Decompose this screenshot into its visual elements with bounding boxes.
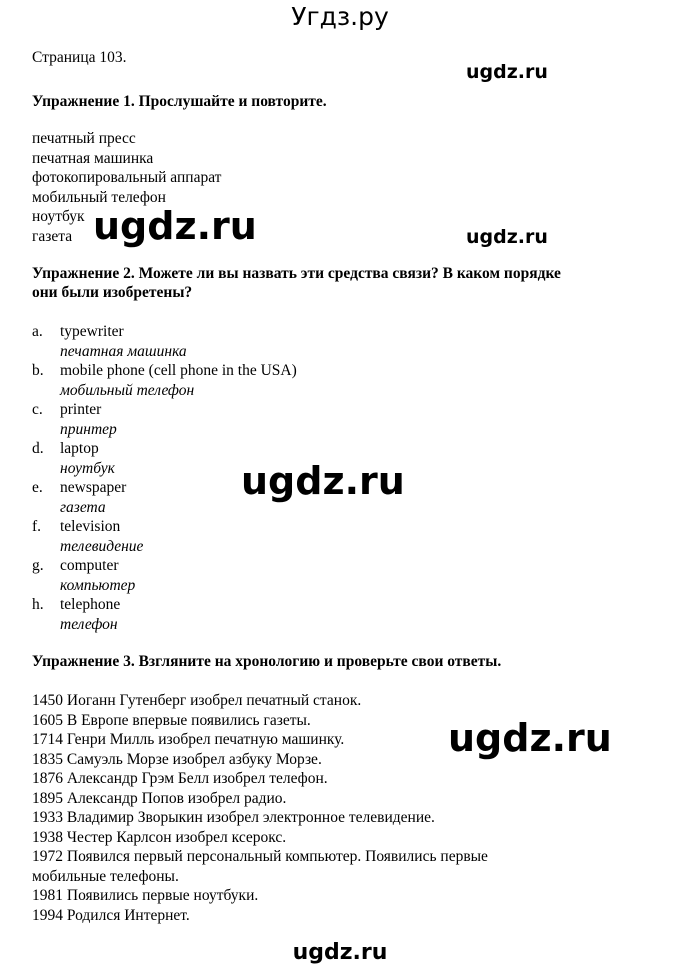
watermark: ugdz.ru — [93, 204, 257, 248]
item-english: mobile phone (cell phone in the USA) — [60, 362, 297, 379]
timeline-line: 1938 Честер Карлсон изобрел ксерокс. — [32, 828, 287, 846]
exercise2-title-line1: Упражнение 2. Можете ли вы назвать эти средства связи? В каком порядке — [32, 265, 561, 282]
item-translation: газета — [60, 498, 106, 516]
timeline-line: 1933 Владимир Зворыкин изобрел электронное телевидение. — [32, 809, 435, 826]
watermark: ugdz.ru — [241, 459, 405, 503]
timeline-line: 1972 Появился первый персональный компьютер. Появились первые — [32, 848, 488, 865]
item-letter: a. — [32, 323, 43, 340]
item-letter: f. — [32, 518, 42, 535]
item-letter: g. — [32, 557, 44, 574]
list-item — [32, 400, 297, 420]
item-english: computer — [60, 557, 119, 574]
item-translation: телевидение — [60, 537, 144, 555]
timeline-line: 1835 Самуэль Морзе изобрел азбуку Морзе. — [32, 750, 322, 768]
list-item — [32, 439, 297, 459]
word-item: фотокопировальный аппарат — [32, 169, 222, 186]
item-english: printer — [60, 401, 102, 418]
watermark: ugdz.ru — [448, 716, 612, 760]
word-item: печатная машинка — [32, 149, 154, 167]
timeline-line: 1895 Александр Попов изобрел радио. — [32, 789, 287, 807]
list-item — [32, 595, 297, 615]
watermark: ugdz.ru — [466, 226, 548, 248]
list-item — [32, 556, 297, 576]
exercise3-title: Упражнение 3. Взгляните на хронологию и проверьте свои ответы. — [32, 653, 502, 670]
item-english: laptop — [60, 440, 99, 457]
site-title: Угдз.ру — [291, 2, 389, 31]
watermark: ugdz.ru — [466, 61, 548, 83]
item-translation: принтер — [60, 420, 117, 438]
timeline-line: 1994 Родился Интернет. — [32, 906, 190, 924]
item-translation: ноутбук — [60, 459, 115, 477]
item-translation: компьютер — [60, 576, 136, 594]
word-item: печатный пресс — [32, 130, 136, 147]
timeline-line: 1450 Иоганн Гутенберг изобрел печатный станок. — [32, 692, 362, 709]
list-item — [32, 322, 297, 342]
item-translation: мобильный телефон — [60, 381, 195, 399]
timeline-line: 1981 Появились первые ноутбуки. — [32, 887, 259, 904]
timeline-line: мобильные телефоны. — [32, 867, 179, 885]
word-item: газета — [32, 227, 73, 245]
item-english: newspaper — [60, 479, 127, 496]
item-letter: b. — [32, 362, 44, 379]
list-item — [32, 361, 297, 381]
item-translation: печатная машинка — [60, 342, 187, 360]
exercise1-title: Упражнение 1. Прослушайте и повторите. — [32, 93, 327, 110]
word-item: ноутбук — [32, 208, 85, 225]
item-letter: h. — [32, 596, 44, 613]
footer-watermark: ugdz.ru — [292, 940, 388, 965]
list-item — [32, 517, 297, 537]
item-translation: телефон — [60, 615, 118, 633]
item-english: typewriter — [60, 323, 124, 340]
item-english: television — [60, 518, 121, 535]
item-letter: c. — [32, 401, 43, 418]
exercise2-title-line2: они были изобретены? — [32, 284, 193, 301]
page-label: Страница 103. — [32, 49, 127, 66]
item-letter: d. — [32, 440, 44, 457]
item-letter: e. — [32, 479, 43, 496]
item-english: telephone — [60, 596, 121, 613]
word-item: мобильный телефон — [32, 188, 166, 206]
timeline-line: 1605 В Европе впервые появились газеты. — [32, 711, 311, 729]
timeline-line: 1876 Александр Грэм Белл изобрел телефон. — [32, 770, 328, 787]
timeline-line: 1714 Генри Милль изобрел печатную машинку. — [32, 731, 345, 748]
timeline-list — [32, 691, 488, 925]
